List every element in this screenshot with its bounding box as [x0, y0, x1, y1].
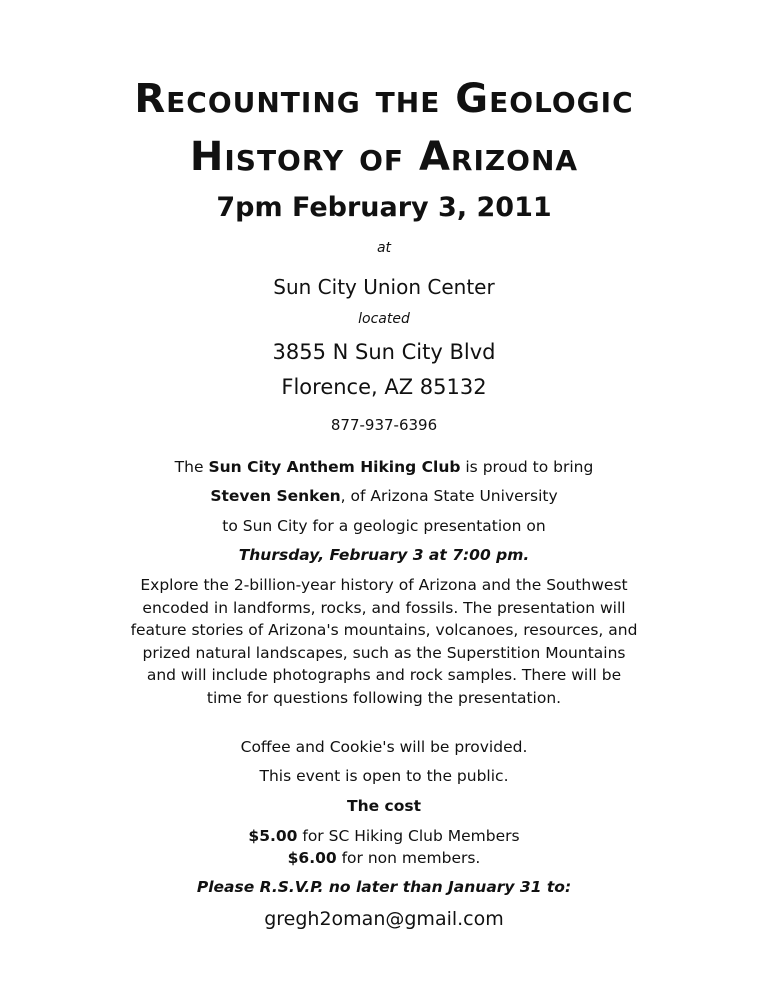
event-description: Explore the 2-billion-year history of Arizona and the Southwest encoded in landforms, rocks, and fossils. The presentation will feature stories of Arizona's mountains, volcanoes, resources, and prized natural landscapes, such as the Superstition Mountains and will include photographs and rock samples. There will be time for questions following the presentation. — [130, 576, 638, 707]
nonmember-price-label: for non members. — [336, 849, 481, 867]
phone-number: 877-937-6396 — [330, 416, 438, 434]
title-line-2: History of Arizona — [189, 134, 579, 180]
venue-name: Sun City Union Center — [273, 275, 495, 299]
flyer-title — [0, 70, 768, 186]
refreshments-note: Coffee and Cookie's will be provided. — [240, 738, 528, 756]
intro-line-1 — [0, 458, 768, 476]
located-label: located — [358, 311, 410, 327]
rsvp-email: gregh2oman@gmail.com — [264, 908, 504, 930]
member-price: $5.00 — [248, 827, 298, 845]
nonmember-price: $6.00 — [287, 849, 337, 867]
intro-prefix: The — [174, 458, 209, 476]
title-line-1: Recounting the Geologic — [134, 76, 634, 122]
event-date: 7pm February 3, 2011 — [216, 192, 552, 223]
cost-heading: The cost — [347, 797, 421, 815]
event-when: Thursday, February 3 at 7:00 pm. — [238, 546, 530, 564]
address-street: 3855 N Sun City Blvd — [272, 340, 496, 364]
address-city: Florence, AZ 85132 — [281, 375, 487, 399]
member-price-line — [0, 827, 768, 845]
at-label: at — [376, 240, 392, 256]
rsvp-note: Please R.S.V.P. no later than January 31 to: — [196, 878, 572, 896]
public-note: This event is open to the public. — [259, 767, 509, 785]
member-price-label: for SC Hiking Club Members — [297, 827, 520, 845]
intro-suffix: is proud to bring — [460, 458, 594, 476]
speaker-affiliation: , of Arizona State University — [340, 487, 558, 505]
intro-line-3: to Sun City for a geologic presentation on — [222, 517, 546, 535]
intro-line-2 — [0, 487, 768, 505]
nonmember-price-line — [0, 849, 768, 867]
speaker-name: Steven Senken — [210, 487, 341, 505]
club-name: Sun City Anthem Hiking Club — [208, 458, 461, 476]
